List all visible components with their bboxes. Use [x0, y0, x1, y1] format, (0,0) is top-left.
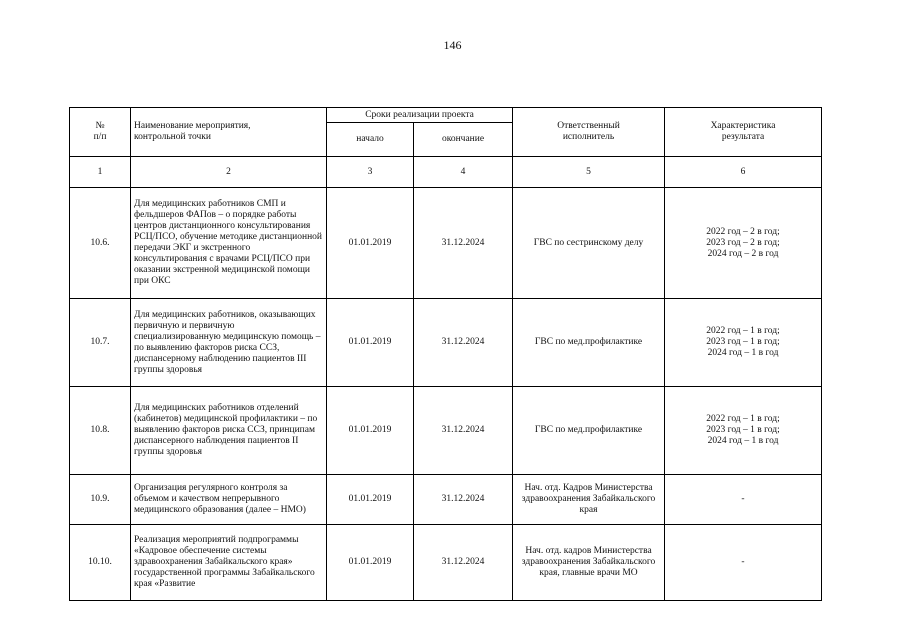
row-responsible: ГВС по мед.профилактике	[513, 387, 665, 475]
row-start: 01.01.2019	[327, 188, 414, 299]
header-start: начало	[327, 123, 414, 157]
column-number: 3	[327, 157, 414, 188]
row-responsible: ГВС по сестринскому делу	[513, 188, 665, 299]
header-num: № п/п	[70, 108, 131, 157]
header-result: Характеристика результата	[665, 108, 822, 157]
header-row	[70, 108, 822, 123]
column-number: 5	[513, 157, 665, 188]
row-num: 10.8.	[70, 387, 131, 475]
column-number: 4	[414, 157, 513, 188]
row-num: 10.10.	[70, 525, 131, 601]
row-end: 31.12.2024	[414, 299, 513, 387]
row-responsible: ГВС по мед.профилактике	[513, 299, 665, 387]
column-number: 6	[665, 157, 822, 188]
column-number: 2	[131, 157, 327, 188]
row-start: 01.01.2019	[327, 475, 414, 525]
row-end: 31.12.2024	[414, 475, 513, 525]
row-name: Для медицинских работников, оказывающих первичную и первичную специализированную медицинскую помощь – по выявлению факторов риска ССЗ, диспансерному наблюдению пациентов III группы здоровья	[131, 299, 327, 387]
row-name: Реализация мероприятий подпрограммы «Кадровое обеспечение системы здравоохранения Забайкальского края» государственной программы Забайкальского края «Развитие	[131, 525, 327, 601]
table-row	[70, 188, 822, 299]
activities-table	[69, 107, 822, 601]
table-row	[70, 475, 822, 525]
row-result: 2022 год – 2 в год; 2023 год – 2 в год; 2024 год – 2 в год	[665, 188, 822, 299]
header-name: Наименование мероприятия, контрольной точки	[131, 108, 327, 157]
header-end: окончание	[414, 123, 513, 157]
row-name: Для медицинских работников СМП и фельдшеров ФАПов – о порядке работы центров дистанционного консультирования РСЦ/ПСО, обучение методике дистанционной передачи ЭКГ и экстренного консультирования с врачами РСЦ/ПСО при оказании экстренной медицинской помощи при ОКС	[131, 188, 327, 299]
column-number-row	[70, 157, 822, 188]
row-responsible: Нач. отд. кадров Министерства здравоохранения Забайкальского края, главные врачи МО	[513, 525, 665, 601]
page-number: 146	[443, 38, 462, 52]
row-responsible: Нач. отд. Кадров Министерства здравоохранения Забайкальского края	[513, 475, 665, 525]
row-result: -	[665, 525, 822, 601]
row-start: 01.01.2019	[327, 387, 414, 475]
header-timeline: Сроки реализации проекта	[327, 108, 513, 123]
row-result: -	[665, 475, 822, 525]
row-num: 10.6.	[70, 188, 131, 299]
row-start: 01.01.2019	[327, 525, 414, 601]
row-result: 2022 год – 1 в год; 2023 год – 1 в год; 2024 год – 1 в год	[665, 299, 822, 387]
row-num: 10.7.	[70, 299, 131, 387]
row-result: 2022 год – 1 в год; 2023 год – 1 в год; 2024 год – 1 в год	[665, 387, 822, 475]
row-end: 31.12.2024	[414, 387, 513, 475]
row-name: Для медицинских работников отделений (кабинетов) медицинской профилактики – по выявлению факторов риска ССЗ, принципам диспансерного наблюдения пациентов II группы здоровья	[131, 387, 327, 475]
row-num: 10.9.	[70, 475, 131, 525]
header-responsible: Ответственный исполнитель	[513, 108, 665, 157]
row-end: 31.12.2024	[414, 188, 513, 299]
row-end: 31.12.2024	[414, 525, 513, 601]
row-start: 01.01.2019	[327, 299, 414, 387]
column-number: 1	[70, 157, 131, 188]
table-row	[70, 299, 822, 387]
table-row	[70, 387, 822, 475]
row-name: Организация регулярного контроля за объемом и качеством непрерывного медицинского образования (далее – НМО)	[131, 475, 327, 525]
table-row	[70, 525, 822, 601]
